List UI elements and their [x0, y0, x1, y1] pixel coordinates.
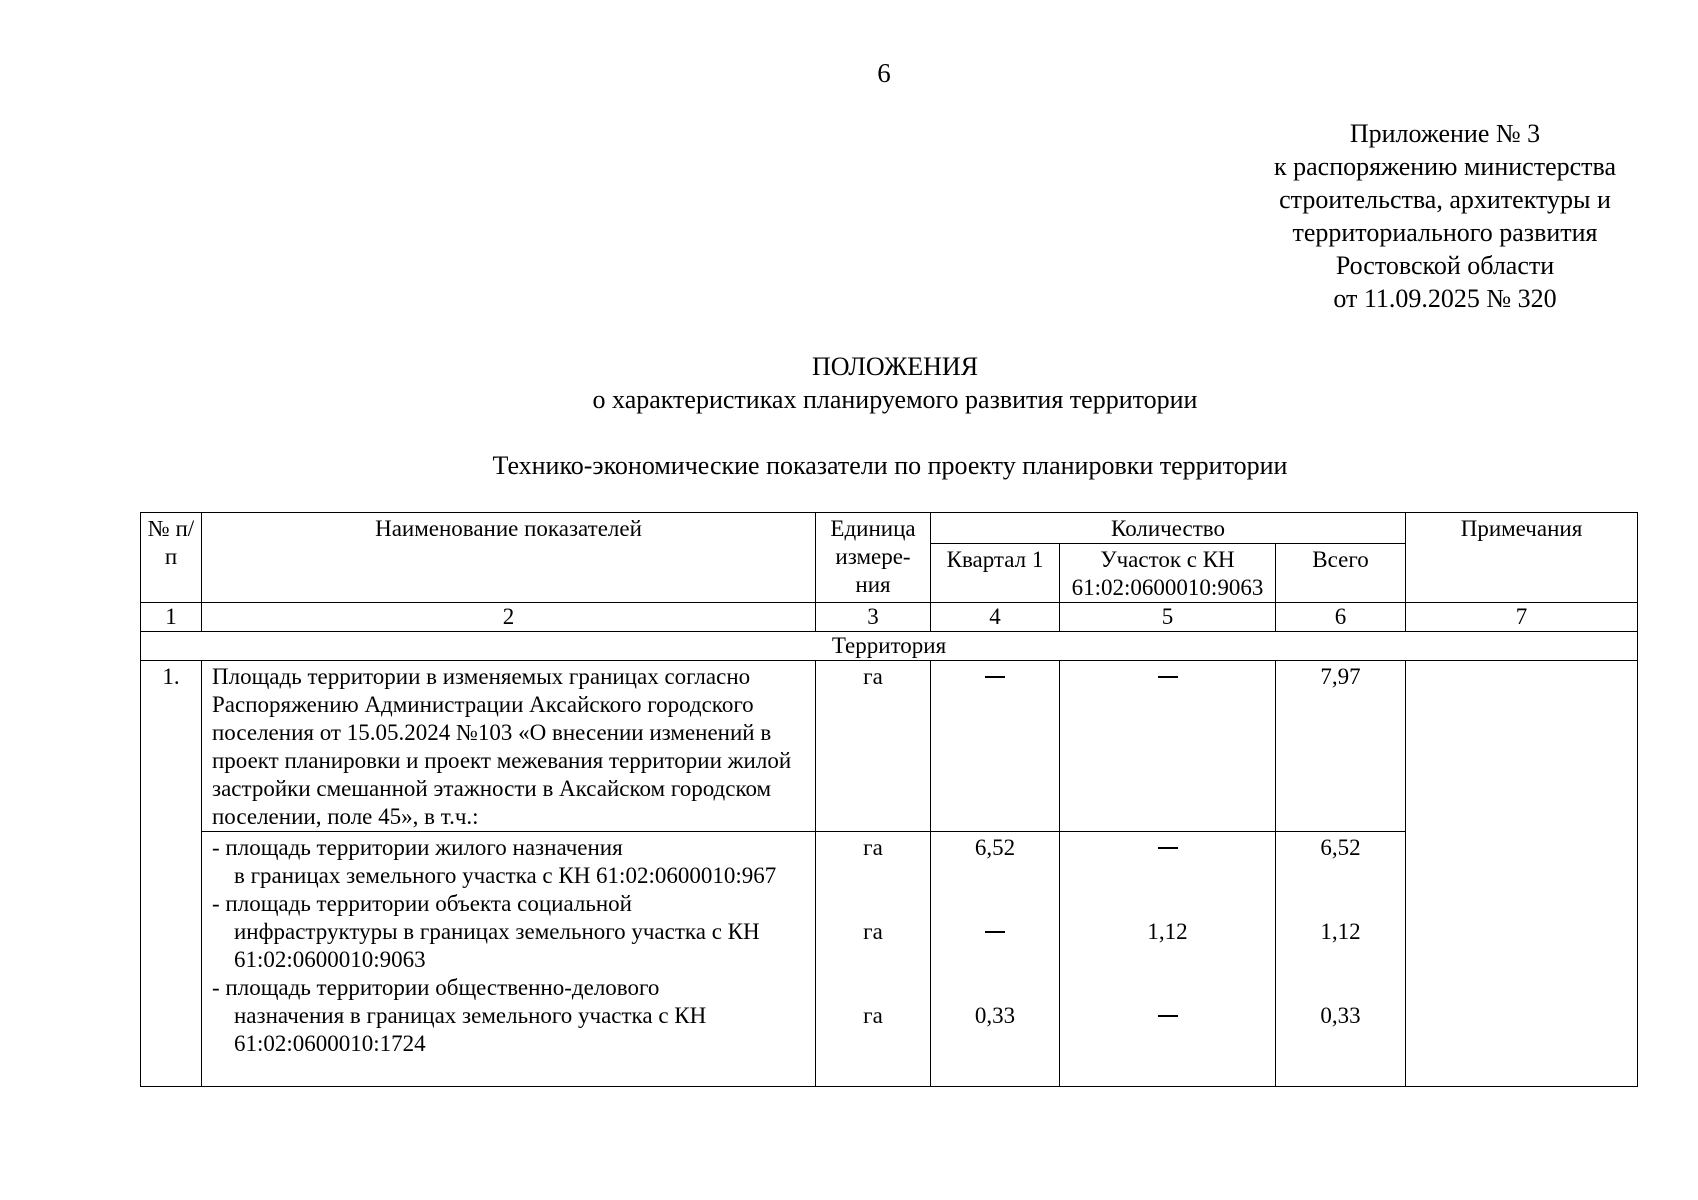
row-quarter-1 [931, 661, 1060, 832]
document-title [0, 350, 1698, 416]
sub-item-name-cont: инфраструктуры в границах земельного участка с КН 61:02:0600010:9063 [234, 919, 760, 972]
header-quantity: Количество [931, 513, 1406, 544]
sub-item-name-cont: в границах земельного участка с КН 61:02:0600010:967 [234, 863, 777, 888]
column-number: 2 [202, 603, 816, 632]
sub-item-total: 1,12 [1320, 919, 1361, 944]
header-name: Наименование показателей [202, 513, 816, 603]
column-number: 6 [1276, 603, 1406, 632]
header-num: № п/п [141, 513, 202, 603]
header-unit: Единица измере-ния [816, 513, 931, 603]
page-number: 6 [877, 58, 891, 88]
sub-item-quarter-1: 0,33 [974, 1003, 1016, 1028]
dash-mark [1158, 1015, 1178, 1017]
row-number: 1. [141, 661, 202, 1087]
column-number: 1 [141, 603, 202, 632]
sub-item-plot [1064, 834, 1271, 918]
sub-item-name: - площадь территории общественно-делового [212, 975, 660, 1000]
sub-items-total [1276, 832, 1406, 1087]
column-number: 3 [816, 603, 931, 632]
header-total: Всего [1276, 544, 1406, 603]
sub-item-total: 6,52 [1320, 835, 1361, 860]
column-number: 4 [931, 603, 1060, 632]
sub-item-unit: га [863, 1003, 883, 1028]
sub-item-plot: 1,12 [1147, 919, 1188, 944]
sub-item [212, 834, 807, 890]
dash-mark [1158, 847, 1178, 849]
header-notes: Примечания [1406, 513, 1638, 603]
row-name: Площадь территории в изменяемых границах согласно Распоряжению Администрации Аксайского городского поселения от 15.05.2024 №103 «О внесении изменений в проект планировки и проект межевания территории жилой застройки смешанной этажности в Аксайском городском поселении, поле 45», в т.ч.: [202, 661, 816, 832]
sub-item-unit: га [863, 835, 883, 860]
appendix-line: Ростовской области [1335, 251, 1555, 280]
sub-items-plot [1060, 832, 1276, 1087]
appendix-line: территориального развития [1292, 218, 1598, 247]
header-plot: Участок с КН 61:02:0600010:9063 [1060, 544, 1276, 603]
indicators-table [140, 512, 1638, 1087]
dash-mark [1158, 676, 1178, 678]
sub-item-name-cont: назначения в границах земельного участка с КН 61:02:0600010:1724 [234, 1003, 707, 1056]
row-notes [1406, 661, 1638, 1087]
sub-item-quarter-1 [935, 918, 1055, 1002]
row-total: 7,97 [1276, 661, 1406, 832]
appendix-block [1230, 117, 1660, 315]
sub-item-unit: га [863, 919, 883, 944]
sub-item-name: - площадь территории объекта социальной [212, 891, 632, 916]
row-unit: га [816, 661, 931, 832]
sub-item-plot [1064, 1002, 1271, 1086]
table-row [141, 661, 1638, 832]
sub-item-quarter-1: 6,52 [974, 835, 1016, 860]
appendix-line: от 11.09.2025 № 320 [1333, 284, 1557, 313]
sub-items-quarter-1 [931, 832, 1060, 1087]
sub-item-total: 0,33 [1320, 1003, 1361, 1028]
sub-items-units [816, 832, 931, 1087]
column-number-row [141, 603, 1638, 632]
section-heading: Территория [141, 632, 1638, 661]
sub-items-names [202, 832, 816, 1087]
column-number: 5 [1060, 603, 1276, 632]
title-line: о характеристиках планируемого развития территории [592, 385, 1198, 414]
sub-item [212, 890, 807, 974]
appendix-line: строительства, архитектуры и [1279, 185, 1611, 214]
row-plot [1060, 661, 1276, 832]
dash-mark [985, 931, 1005, 933]
appendix-line: Приложение № 3 [1349, 119, 1541, 148]
appendix-line: к распоряжению министерства [1273, 152, 1616, 181]
sub-item [212, 974, 807, 1058]
column-number: 7 [1406, 603, 1638, 632]
title-line: ПОЛОЖЕНИЯ [811, 352, 979, 381]
header-quarter-1: Квартал 1 [931, 544, 1060, 603]
dash-mark [985, 676, 1005, 678]
table-caption: Технико-экономические показатели по проекту планировки территории [492, 451, 1288, 480]
sub-item-name: - площадь территории жилого назначения [212, 835, 623, 860]
